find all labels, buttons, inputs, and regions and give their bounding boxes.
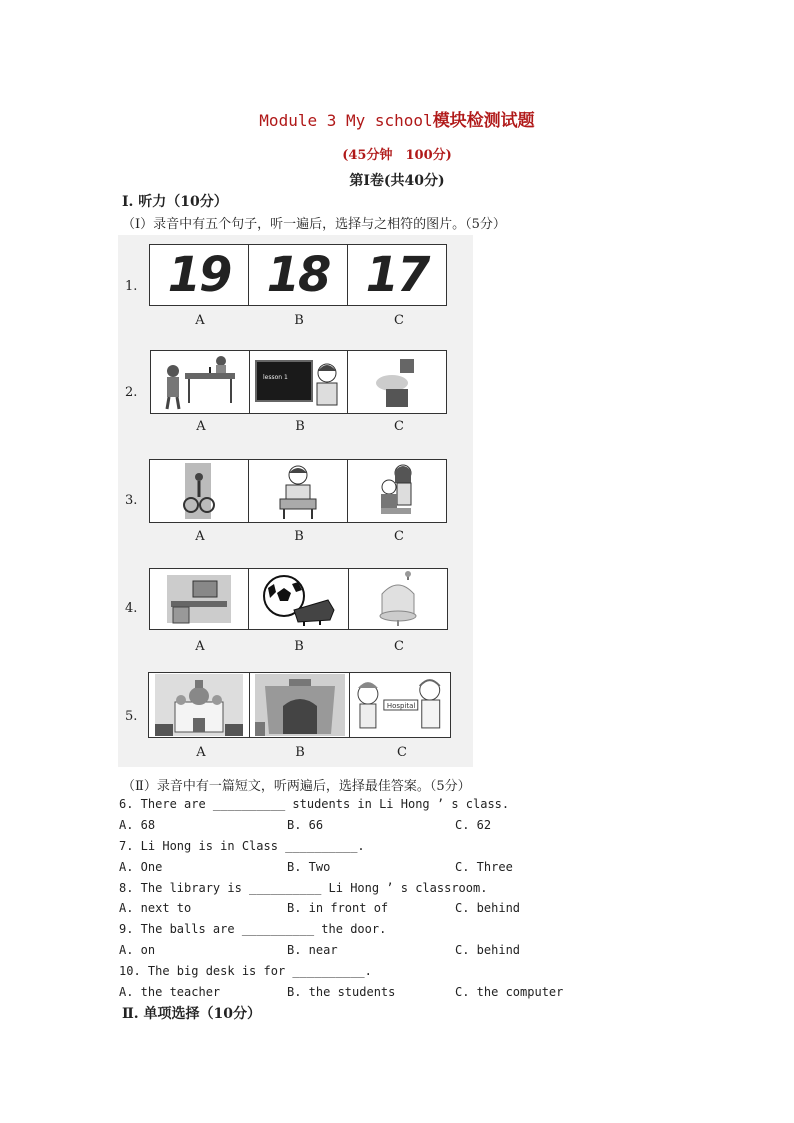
label-c: C — [394, 639, 404, 654]
option-b: B. the students — [287, 985, 396, 999]
computer-desk-illustration — [163, 571, 235, 627]
label-a: A — [196, 745, 206, 760]
label-c: C — [397, 745, 407, 760]
volume-heading: 第Ⅰ卷(共40分) — [349, 173, 445, 189]
number-19: 19 — [167, 247, 231, 303]
blackboard-picture — [250, 351, 349, 413]
desk-object-picture — [348, 351, 446, 413]
cycling-picture — [150, 460, 249, 522]
option-a: A. One — [119, 860, 163, 874]
option-c: C. 62 — [455, 818, 492, 832]
church-picture — [149, 673, 250, 737]
option-c: C. behind — [455, 943, 521, 957]
part1-instruction: （Ⅰ）录音中有五个句子，听一遍后，选择与之相符的图片。（5分） — [122, 217, 506, 232]
option-c-picture — [348, 245, 446, 305]
label-a: A — [196, 419, 206, 434]
row-number: 3. — [125, 493, 138, 508]
option-a: A. the teacher — [119, 985, 221, 999]
question-10: 10. The big desk is for __________. — [119, 964, 372, 978]
label-b: B — [294, 639, 304, 654]
part2-instruction: （Ⅱ）录音中有一篇短文，听两遍后，选择最佳答案。（5分） — [122, 779, 471, 794]
option-c: C. behind — [455, 901, 521, 915]
label-b: B — [295, 419, 305, 434]
question-8: 8. The library is __________ Li Hong ’ s classroom. — [119, 881, 488, 895]
question-9: 9. The balls are __________ the door. — [119, 922, 387, 936]
section-multiple-choice-heading: Ⅱ. 单项选择（10分） — [122, 1006, 262, 1022]
egg-chair-illustration — [368, 570, 428, 628]
option-c: C. the computer — [455, 985, 564, 999]
football-picture — [249, 569, 348, 629]
option-a-picture — [150, 245, 249, 305]
option-b: B. 66 — [287, 818, 324, 832]
label-b: B — [294, 529, 304, 544]
page-title — [0, 106, 794, 131]
section-listening-heading: Ⅰ. 听力（10分） — [122, 194, 228, 210]
picture-row-3 — [149, 459, 447, 523]
row-number: 5. — [125, 709, 138, 724]
option-b: B. Two — [287, 860, 331, 874]
picture-row-4 — [149, 568, 448, 630]
picture-row-5 — [148, 672, 451, 738]
option-a: A. 68 — [119, 818, 156, 832]
computer-desk-picture — [150, 569, 249, 629]
question-7: 7. Li Hong is in Class __________. — [119, 839, 365, 853]
option-a: A. on — [119, 943, 156, 957]
label-a: A — [195, 529, 205, 544]
table-tennis-illustration — [155, 353, 245, 411]
reading-picture — [249, 460, 348, 522]
blackboard-illustration — [253, 353, 345, 411]
bicycle-illustration — [169, 461, 229, 521]
option-a: A. next to — [119, 901, 192, 915]
label-b: B — [295, 745, 305, 760]
label-c: C — [394, 419, 404, 434]
picture-row-1 — [149, 244, 447, 306]
hospital-sign-text: Hospital — [387, 701, 416, 710]
option-b: B. near — [287, 943, 338, 957]
label-c: C — [394, 313, 404, 328]
label-b: B — [294, 313, 304, 328]
picture-row-2 — [150, 350, 447, 414]
title-english: Module 3 My school — [259, 111, 433, 130]
football-boot-illustration — [258, 570, 338, 628]
table-tennis-picture — [151, 351, 250, 413]
cathedral-illustration — [155, 674, 243, 736]
number-17: 17 — [365, 247, 429, 303]
option-b: B. in front of — [287, 901, 389, 915]
reading-boy-illustration — [268, 461, 328, 521]
time-score-note: (45分钟 100分) — [342, 148, 452, 163]
school-gate-illustration — [255, 674, 345, 736]
row-number: 1. — [125, 279, 138, 294]
title-chinese: 模块检测试题 — [432, 111, 535, 131]
doctor-nurse-illustration — [350, 674, 450, 736]
lesson-text: lesson 1 — [262, 374, 288, 381]
label-c: C — [394, 529, 404, 544]
question-6: 6. There are __________ students in Li Hong ’ s class. — [119, 797, 510, 811]
row-number: 4. — [125, 601, 138, 616]
hospital-picture — [350, 673, 450, 737]
chair-picture — [349, 569, 447, 629]
number-18: 18 — [266, 247, 330, 303]
label-a: A — [195, 639, 205, 654]
option-c: C. Three — [455, 860, 513, 874]
family-picture — [348, 460, 446, 522]
lamp-illustration — [352, 353, 442, 411]
school-gate-picture — [250, 673, 351, 737]
label-a: A — [195, 313, 205, 328]
mother-child-illustration — [367, 461, 427, 521]
option-b-picture — [249, 245, 348, 305]
row-number: 2. — [125, 385, 138, 400]
